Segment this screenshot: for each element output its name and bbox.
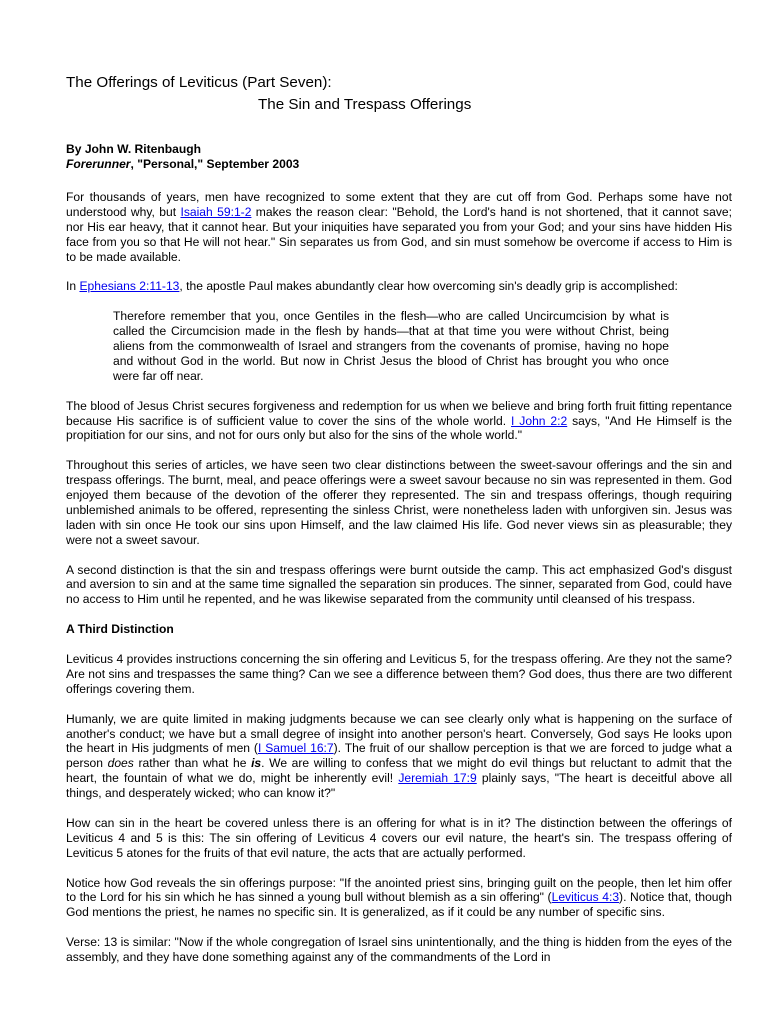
text: For thousands of years, men have recognized to some extent that they are cut off from God. Perhaps some have not understood why, but xyxy=(66,190,732,219)
emphasis: is xyxy=(251,756,262,771)
text: plainly says, "The heart is deceitful above all things, and desperately wicked; who can know it?" xyxy=(66,771,732,801)
section-heading: A Third Distinction xyxy=(66,622,174,637)
scripture-link-leviticus[interactable]: Leviticus 4:3 xyxy=(551,890,620,905)
paragraph-10: Verse: 13 is similar: "Now if the whole congregation of Israel sins unintentionally, and the thing is hidden from the eyes of the assembly, and they have done something against any of the commandments of the Lord in xyxy=(66,935,732,965)
text: , the apostle Paul makes abundantly clear how overcoming sin's deadly grip is accomplished: xyxy=(179,279,678,294)
title-line-2: The Sin and Trespass Offerings xyxy=(258,96,472,113)
text: says, "And He Himself is the propitiation for our sins, and not for ours only but also for the sins of the whole world." xyxy=(66,413,732,443)
text: Notice how God reveals the sin offerings purpose: "If the anointed priest sins, bringing guilt on the people, then let him offer to the Lord for his sin which he has sinned a young bull without blemish as a sin offering" ( xyxy=(66,875,732,905)
paragraph-9 xyxy=(66,876,732,921)
paragraph-7 xyxy=(66,712,732,801)
text: rather than what he xyxy=(133,756,252,771)
scripture-link-ephesians[interactable]: Ephesians 2:11-13 xyxy=(79,279,180,294)
paragraph-8: How can sin in the heart be covered unless there is an offering for what is in it? The distinction between the offerings of Leviticus 4 and 5 is this: The sin offering of Leviticus 4 covers our evil nature, the heart's sin. The trespass offering of Leviticus 5 atones for the fruits of that evil nature, the acts that are actually performed. xyxy=(66,815,732,860)
paragraph-4: Throughout this series of articles, we have seen two clear distinctions between the sweet-savour offerings and the sin and trespass offerings. The burnt, meal, and peace offerings were a sweet savour because no sin was represented in them. God enjoyed them because of the devotion of the offerer they represented. The sin and trespass offerings, though requiring unblemished animals to be offered, representing the sinless Christ, were nonetheless laden with unforgiven sin. Jesus was laden with sin once He took our sins upon Himself, and the law claimed His life. God never views sin as pleasurable; they were not a sweet savour. xyxy=(66,458,732,547)
text: In xyxy=(66,279,80,294)
text: . We are willing to confess that we might do evil things but reluctant to admit that the heart, the fountain of what we do, might be inherently evil! xyxy=(66,756,733,786)
source-line xyxy=(66,157,732,172)
text: ). The fruit of our shallow perception is that we are forced to judge what a person xyxy=(66,741,733,771)
page-title xyxy=(66,72,732,116)
text: Humanly, we are quite limited in making judgments because we can see clearly only what is happening on the surface of another's conduct; we have but a small degree of insight into another person's heart. Conversely, God says He looks upon the heart in His judgments of men ( xyxy=(66,711,732,756)
title-line-1: The Offerings of Leviticus (Part Seven): xyxy=(66,74,332,91)
scripture-link-isaiah[interactable]: Isaiah 59:1-2 xyxy=(180,204,252,219)
source-detail: , "Personal," September 2003 xyxy=(130,157,300,171)
publication-name: Forerunner xyxy=(66,157,131,171)
scripture-link-1-samuel[interactable]: I Samuel 16:7 xyxy=(257,741,334,756)
paragraph-5: A second distinction is that the sin and trespass offerings were burnt outside the camp. This act emphasized God's disgust and aversion to sin and at the same time signalled the separation sin produces. The sinner, separated from God, could have no access to Him until he repented, and he was likewise separated from the community until cleansed of his trespass. xyxy=(66,562,732,607)
scripture-link-1-john[interactable]: I John 2:2 xyxy=(511,413,568,428)
paragraph-1 xyxy=(66,190,732,265)
paragraph-2 xyxy=(66,279,732,294)
block-quote: Therefore remember that you, once Gentiles in the flesh—who are called Uncircumcision by what is called the Circumcision made in the flesh by hands—that at that time you were without Christ, being aliens from the commonwealth of Israel and strangers from the covenants of promise, having no hope and without God in the world. But now in Christ Jesus the blood of Christ has brought you who once were far off near. xyxy=(113,309,669,383)
paragraph-6: Leviticus 4 provides instructions concerning the sin offering and Leviticus 5, for the trespass offering. Are they not the same? Are not sins and trespasses the same thing? Can we see a difference between them? God does, thus there are two different offerings covering them. xyxy=(66,651,732,696)
scripture-link-jeremiah[interactable]: Jeremiah 17:9 xyxy=(398,771,477,786)
text: The blood of Jesus Christ secures forgiveness and redemption for us when we believe and bring forth fruit fitting repentance because His sacrifice is of sufficient value to cover the sins of the whole world. xyxy=(66,398,732,428)
paragraph-3 xyxy=(66,399,732,444)
text: ). Notice that, though God mentions the priest, he names no specific sin. It is generalized, as if it could be any number of specific sins. xyxy=(66,890,732,920)
author: By John W. Ritenbaugh xyxy=(66,142,202,156)
byline xyxy=(66,142,732,172)
text: makes the reason clear: "Behold, the Lord's hand is not shortened, that it cannot save; nor His ear heavy, that it cannot hear. But your iniquities have separated you from your God; and your sins have hidden His face from you so that He will not hear." Sin separates us from God, and sin must somehow be overcome if access to Him is to be made available. xyxy=(66,204,732,264)
emphasis: does xyxy=(107,756,134,771)
